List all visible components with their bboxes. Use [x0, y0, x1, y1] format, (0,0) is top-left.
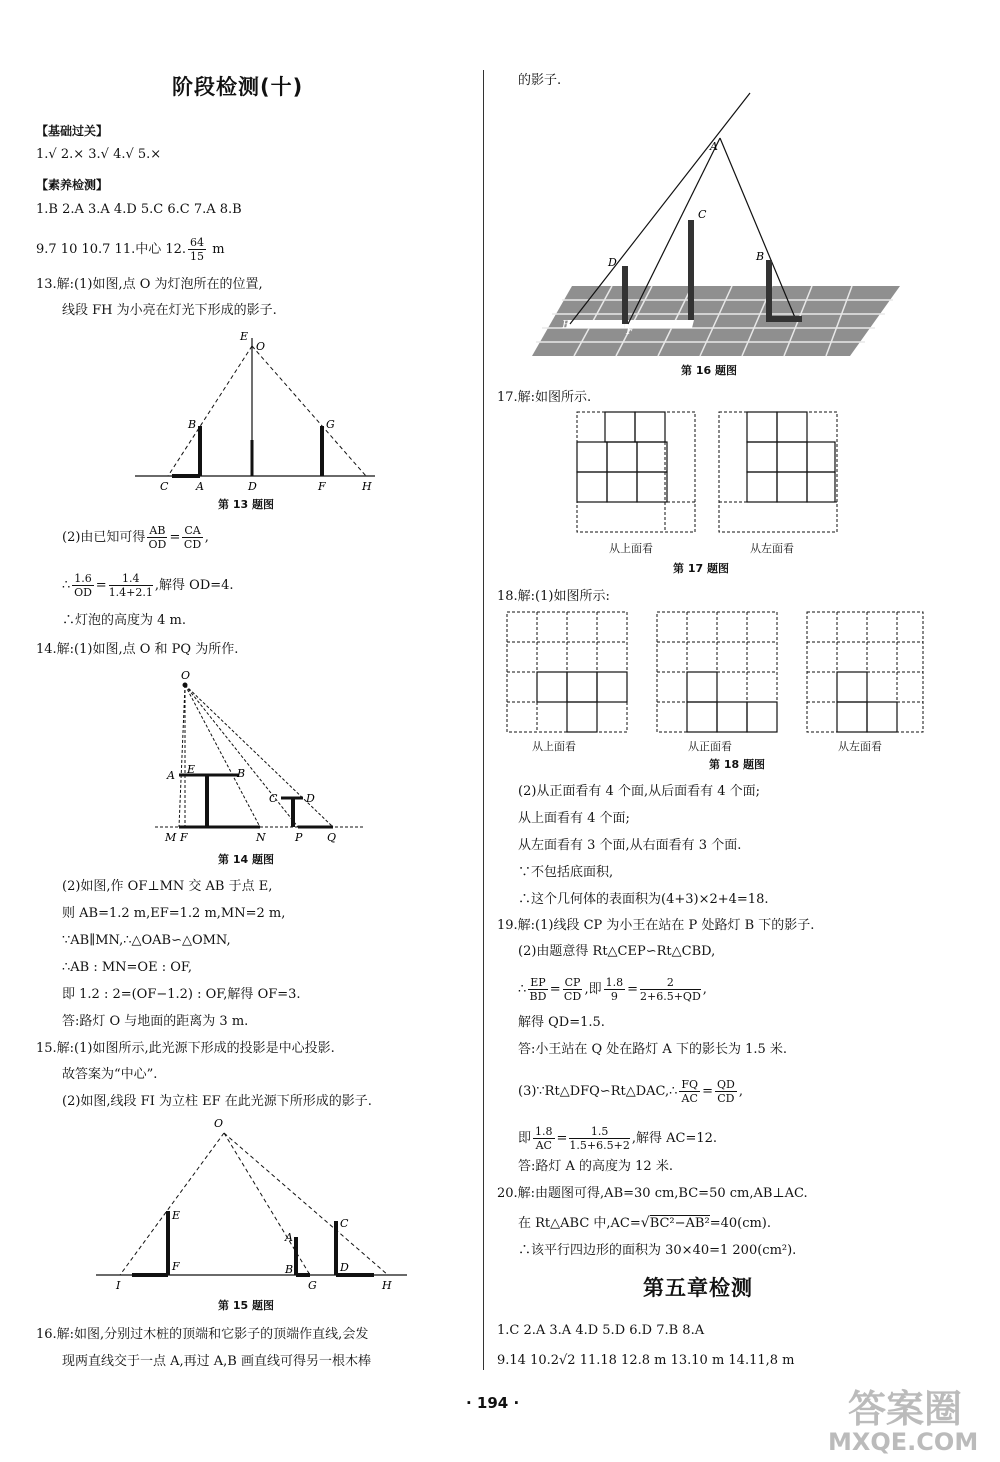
q19-line-7: 即 $\frac{1.8}{AC}$ = $\frac{1.5}{1.5+6.5+2}$ ,解得 AC=12.	[518, 1125, 718, 1152]
q15-line-2: 故答案为“中心”.	[62, 1067, 158, 1082]
fig13-label-b: B	[188, 418, 197, 431]
fig18-left-view	[807, 612, 923, 732]
fig13-label-d: D	[248, 480, 257, 493]
q19-line-2: (2)由题意得 Rt△CEP∽Rt△CBD,	[518, 944, 716, 959]
fig13-label-a: A	[196, 480, 204, 493]
fig15-caption: 第 15 题图	[218, 1299, 274, 1312]
q20-line-2: 在 Rt△ABC 中,AC=√BC²−AB²=40(cm).	[518, 1215, 772, 1231]
q16-line-2: 现两直线交于一点 A,再过 A,B 画直线可得另一根木棒	[62, 1354, 371, 1369]
fig15-label-o: O	[214, 1117, 224, 1130]
fig13-label-h: H	[362, 480, 372, 493]
fig15-label-f: F	[172, 1260, 180, 1273]
q16-line-1: 16.解:如图,分别过木桩的顶端和它影子的顶端作直线,会发	[36, 1327, 369, 1342]
q13-line-4: ∴ $\frac{1.6}{OD}$ = $\frac{1.4}{1.4+2.1}$ ,解得 OD=4.	[62, 572, 234, 599]
fig13-label-o: O	[256, 340, 266, 353]
fig14-label-c: C	[269, 792, 278, 805]
q18-line-2: (2)从正面看有 4 个面,从后面看有 4 个面;	[518, 784, 760, 799]
fig13-label-c: C	[160, 480, 169, 493]
fig13-label-f: F	[318, 480, 326, 493]
fig15-label-g: G	[308, 1279, 317, 1292]
q15-line-3: (2)如图,线段 FI 为立柱 EF 在此光源下所形成的影子.	[62, 1094, 372, 1109]
fig14-label-q: Q	[327, 831, 337, 844]
fig18-caption: 第 18 题图	[709, 758, 765, 771]
watermark-url: MXQE.COM	[828, 1428, 979, 1456]
q14-line-6: 即 1.2 : 2=(OF−1.2) : OF,解得 OF=3.	[62, 987, 301, 1002]
fig14-label-p: P	[295, 831, 303, 844]
fig15-label-c: C	[340, 1217, 349, 1230]
figure-16	[530, 88, 920, 360]
q14-line-4: ∵AB∥MN,∴△OAB∽△OMN,	[62, 933, 231, 948]
watermark-logo: 答案圈	[848, 1387, 963, 1431]
q16-line-3: 的影子.	[518, 73, 562, 88]
fig16-label-a: A	[710, 140, 718, 153]
fig14-ray-m	[179, 685, 185, 827]
figure-18	[505, 610, 925, 738]
q13-line-1: 13.解:(1)如图,点 O 为灯泡所在的位置,	[36, 277, 263, 292]
fig16-label-c: C	[698, 208, 707, 221]
q20-line-3: ∴该平行四边形的面积为 30×40=1 200(cm²).	[518, 1243, 797, 1258]
q19-line-3: ∴ $\frac{EP}{BD}$ = $\frac{CP}{CD}$ ,即 $\frac{1.8}{9}$ = $\frac{2}{2+6.5+QD}$ ,	[518, 976, 707, 1003]
q14-line-2: (2)如图,作 OF⊥MN 交 AB 于点 E,	[62, 879, 273, 894]
fig13-ray-right	[252, 346, 366, 476]
fig14-label-o: O	[181, 669, 191, 682]
fig15-label-b: B	[285, 1263, 294, 1276]
q13-line-3: (2)由已知可得 $\frac{AB}{OD}$ = $\frac{CA}{CD}$ ,	[62, 524, 209, 551]
q19-line-4: 解得 QD=1.5.	[518, 1015, 605, 1030]
fig18-top-view	[507, 612, 627, 732]
fig18-label-left: 从左面看	[838, 740, 882, 753]
q18-line-6: ∴这个几何体的表面积为(4+3)×2+4=18.	[518, 892, 769, 907]
fig16-post-b	[766, 260, 772, 320]
fig16-shadow-e	[566, 320, 626, 328]
fig13-caption: 第 13 题图	[218, 498, 274, 511]
column-divider	[483, 70, 484, 1370]
literacy-answers-2: 9.7 10 10.7 11.中心 12. $\frac{64}{15}$ m	[36, 236, 225, 263]
fig16-caption: 第 16 题图	[681, 364, 737, 377]
literacy-heading: 【素养检测】	[36, 178, 109, 192]
literacy-answers-1: 1.B 2.A 3.A 4.D 5.C 6.C 7.A 8.B	[36, 202, 242, 217]
q19-line-6: (3)∵Rt△DFQ∽Rt△DAC,∴ $\frac{FQ}{AC}$ = $\frac{QD}{CD}$ ,	[518, 1078, 743, 1105]
fig14-label-m: M	[165, 831, 177, 844]
fig17-top-view	[577, 412, 695, 532]
fig14-label-n: N	[256, 831, 266, 844]
fig16-label-b: B	[756, 250, 765, 263]
fig14-ray-n	[185, 685, 260, 827]
fig15-label-h: H	[382, 1279, 392, 1292]
figure-14	[155, 665, 370, 850]
fig17-left-view	[719, 412, 837, 532]
q19-line-5: 答:小王站在 Q 处在路灯 A 下的影长为 1.5 米.	[518, 1042, 788, 1057]
chapter5-answers-2: 9.14 10.2√2 11.18 12.8 m 13.10 m 14.11,8 m	[497, 1353, 795, 1368]
fig18-label-top: 从上面看	[532, 740, 576, 753]
fig16-label-f: F	[626, 324, 634, 337]
q13-line-5: ∴灯泡的高度为 4 m.	[62, 613, 186, 628]
fig16-post-c	[688, 220, 694, 320]
basic-heading: 【基础过关】	[36, 124, 109, 138]
fig16-label-e: E	[562, 318, 571, 331]
fig15-label-a: A	[285, 1231, 293, 1244]
fig16-shadow-b	[766, 316, 802, 322]
figure-17	[575, 410, 850, 540]
fig17-label-left: 从左面看	[750, 542, 794, 555]
fig18-label-front: 从正面看	[688, 740, 732, 753]
fig14-caption: 第 14 题图	[218, 853, 274, 866]
q18-line-5: ∵不包括底面积,	[518, 865, 614, 880]
q20-line-1: 20.解:由题图可得,AB=30 cm,BC=50 cm,AB⊥AC.	[497, 1186, 808, 1201]
fig15-ray-h	[224, 1133, 388, 1275]
fig16-label-d: D	[608, 256, 617, 269]
fig14-label-f: F	[180, 831, 188, 844]
section-title: 阶段检测(十)	[172, 75, 304, 99]
q18-line-4: 从左面看有 3 个面,从右面看有 3 个面.	[518, 838, 742, 853]
fig15-label-i: I	[116, 1279, 121, 1292]
fig16-shadow-f	[624, 320, 694, 328]
fig17-caption: 第 17 题图	[673, 562, 729, 575]
fig17-label-top: 从上面看	[609, 542, 653, 555]
fig15-ray-i	[120, 1133, 224, 1275]
q19-line-1: 19.解:(1)线段 CP 为小王在站在 P 处路灯 B 下的影子.	[497, 918, 815, 933]
fig13-label-e: E	[240, 330, 249, 343]
figure-15	[92, 1115, 412, 1295]
fig14-label-b: B	[237, 767, 246, 780]
q15-line-1: 15.解:(1)如图所示,此光源下形成的投影是中心投影.	[36, 1041, 335, 1056]
fig13-label-g: G	[326, 418, 335, 431]
page-number: · 194 ·	[466, 1394, 520, 1412]
fig15-label-e: E	[172, 1209, 181, 1222]
chapter5-title: 第五章检测	[643, 1276, 753, 1300]
q14-line-3: 则 AB=1.2 m,EF=1.2 m,MN=2 m,	[62, 906, 286, 921]
figure-13	[130, 328, 380, 493]
q17-line-1: 17.解:如图所示.	[497, 390, 592, 405]
fig13-ray-left	[168, 346, 252, 476]
fig14-label-a: A	[167, 769, 175, 782]
chapter5-answers-1: 1.C 2.A 3.A 4.D 5.D 6.D 7.B 8.A	[497, 1323, 705, 1338]
fig14-label-e: E	[187, 763, 196, 776]
fig14-label-d: D	[306, 792, 315, 805]
q14-line-7: 答:路灯 O 与地面的距离为 3 m.	[62, 1014, 249, 1029]
q14-line-5: ∴AB : MN=OE : OF,	[62, 960, 193, 975]
q14-line-1: 14.解:(1)如图,点 O 和 PQ 为所作.	[36, 642, 239, 657]
basic-answers: 1.√ 2.× 3.√ 4.√ 5.×	[36, 147, 162, 162]
fig14-ray-p	[185, 685, 298, 827]
q18-line-1: 18.解:(1)如图所示:	[497, 589, 610, 604]
q18-line-3: 从上面看有 4 个面;	[518, 811, 630, 826]
fig15-label-d: D	[340, 1261, 349, 1274]
q13-line-2: 线段 FH 为小亮在灯光下形成的影子.	[62, 303, 277, 318]
q19-line-8: 答:路灯 A 的高度为 12 米.	[518, 1159, 673, 1174]
fig16-post-d	[622, 266, 628, 324]
fig18-front-view	[657, 612, 777, 732]
